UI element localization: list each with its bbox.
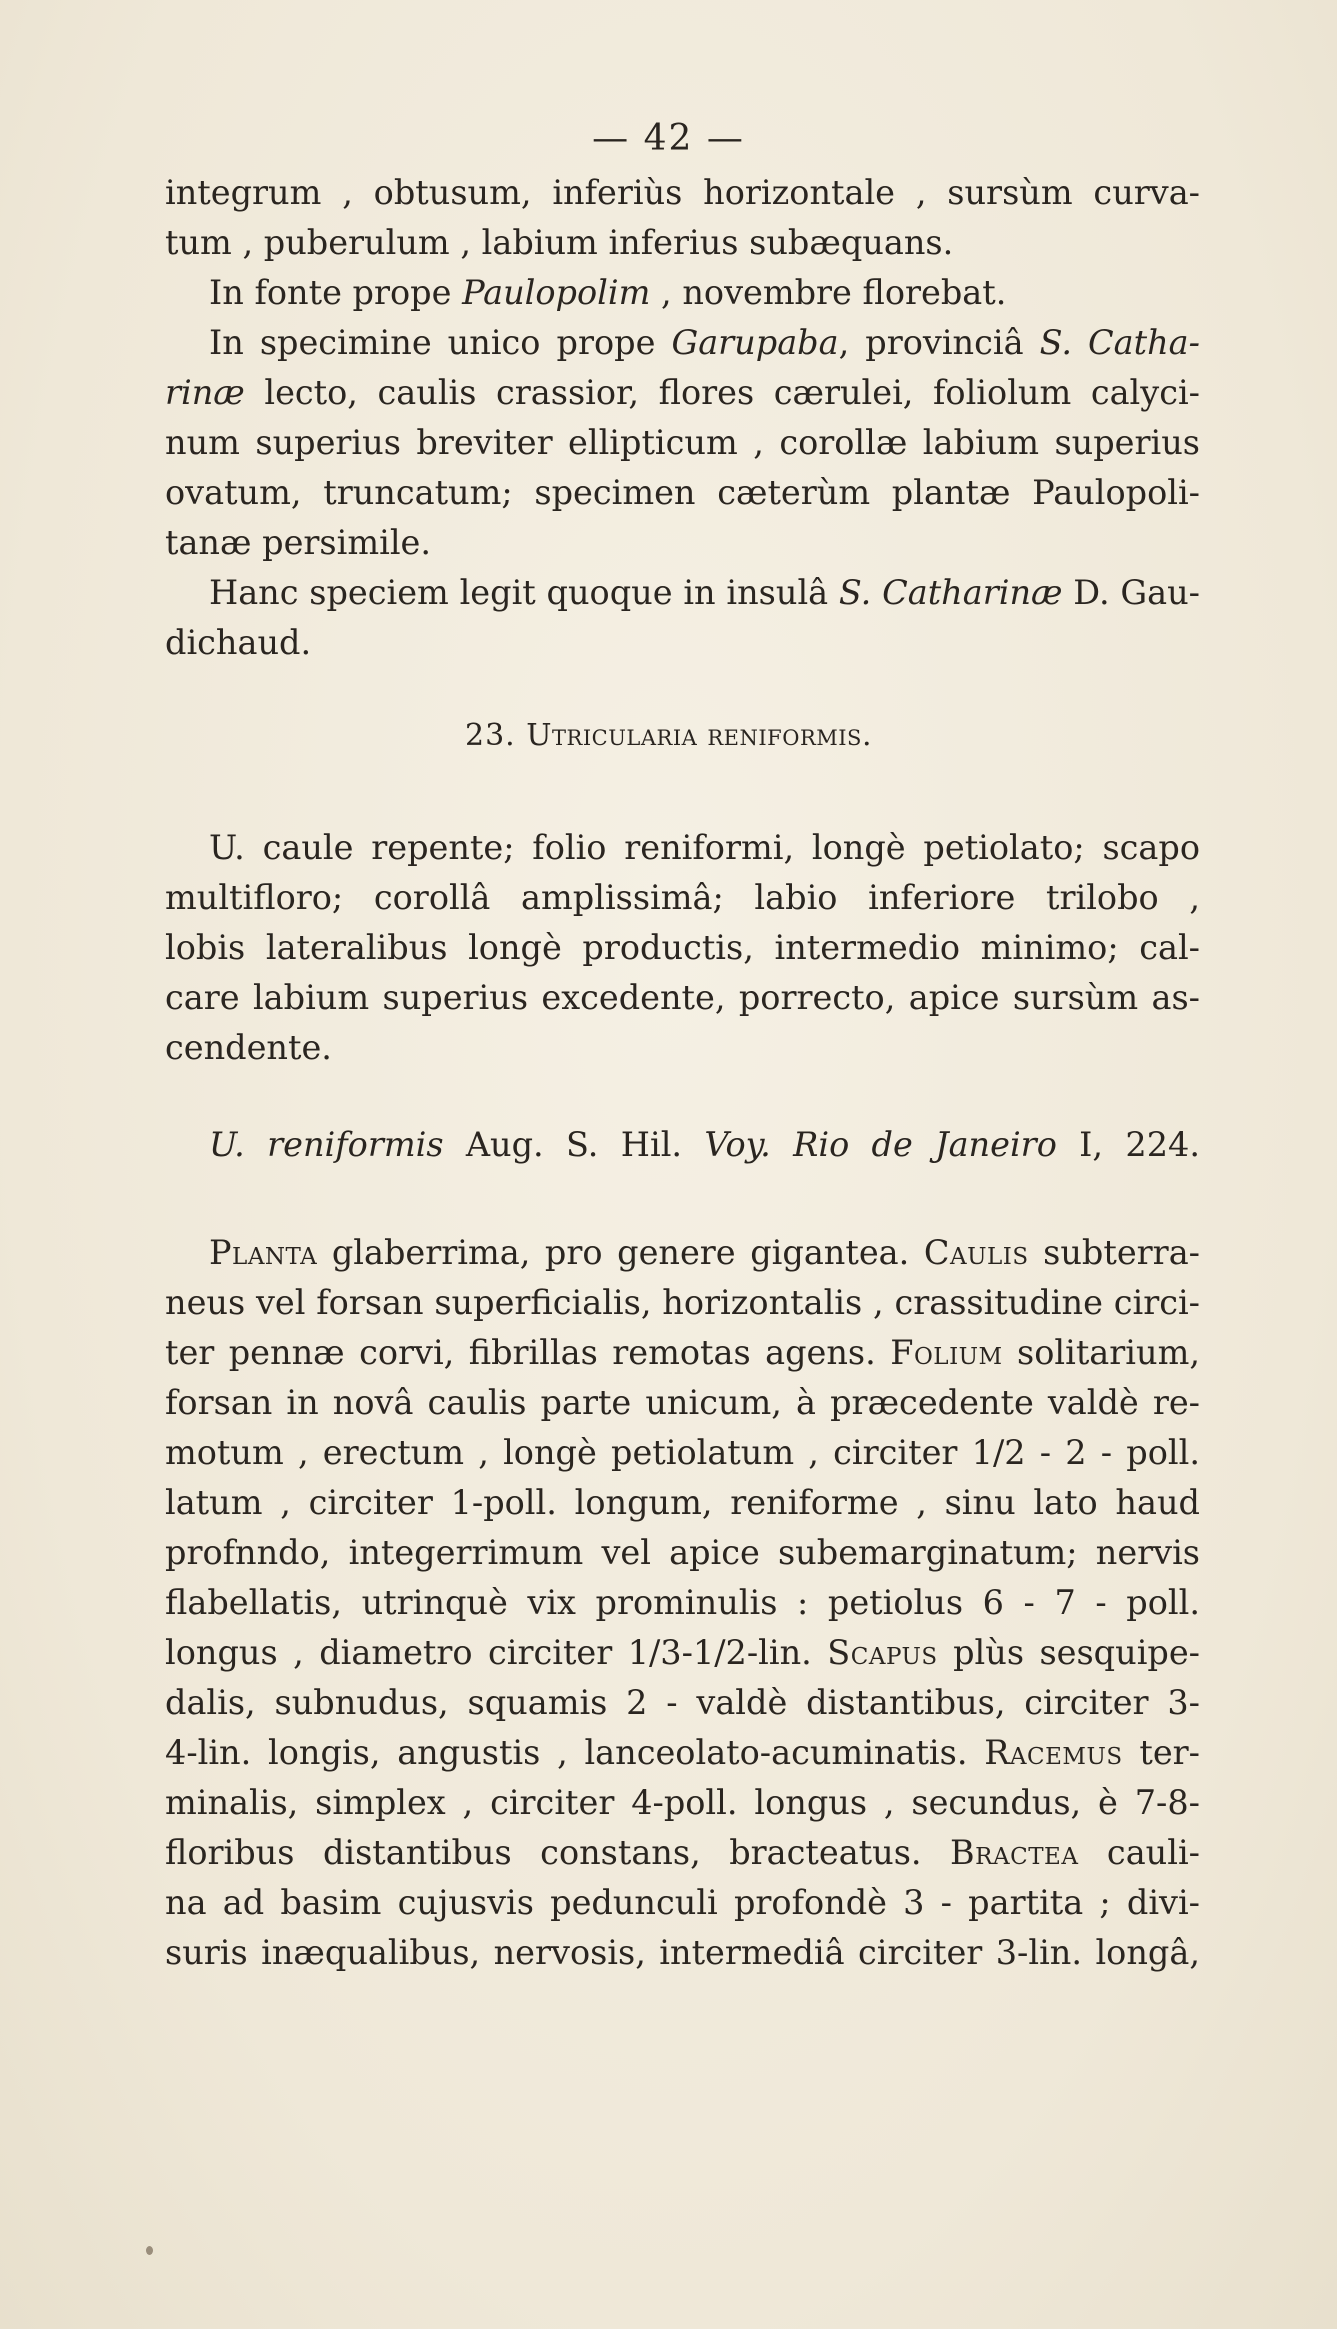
- text-line: dalis, subnudus, squamis 2 - valdè distantibus, circiter 3-: [165, 1683, 1200, 1722]
- description-paragraph: [165, 1228, 1200, 1978]
- text-line: U. caule repente; folio reniformi, longè petiolato; scapo: [209, 828, 1200, 867]
- text-line: suris inæqualibus, nervosis, intermediâ circiter 3-lin. longâ,: [165, 1933, 1200, 1972]
- text-line: tum , puberulum , labium inferius subæquans.: [165, 223, 954, 262]
- text-line: motum , erectum , longè petiolatum , circiter 1/2 - 2 - poll.: [165, 1433, 1200, 1472]
- text-line: rinæ lecto, caulis crassior, flores cærulei, foliolum calyci-: [165, 373, 1200, 412]
- synonym-reference: U. reniformis Aug. S. Hil. Voy. Rio de Janeiro I, 224.: [209, 1125, 1200, 1164]
- ink-smudge: [146, 2246, 153, 2255]
- text-line: minalis, simplex , circiter 4-poll. longus , secundus, è 7-8-: [165, 1783, 1200, 1822]
- text-line: flabellatis, utrinquè vix prominulis : petiolus 6 - 7 - poll.: [165, 1583, 1200, 1622]
- text-line: ter pennæ corvi, fibrillas remotas agens. Folium solitarium,: [165, 1333, 1200, 1372]
- text-line: Planta glaberrima, pro genere gigantea. Caulis subterra-: [209, 1233, 1200, 1272]
- text-line: ovatum, truncatum; specimen cæterùm plantæ Paulopoli-: [165, 473, 1200, 512]
- text-line: lobis lateralibus longè productis, intermedio minimo; cal-: [165, 928, 1200, 967]
- text-line: 4-lin. longis, angustis , lanceolato-acuminatis. Racemus ter-: [165, 1733, 1200, 1772]
- text-line: care labium superius excedente, porrecto, apice sursùm as-: [165, 978, 1200, 1017]
- page-number: — 42 —: [592, 118, 745, 159]
- continued-paragraph: [165, 168, 1200, 668]
- text-line: multifloro; corollâ amplissimâ; labio inferiore trilobo ,: [165, 878, 1200, 917]
- text-line: cendente.: [165, 1028, 332, 1067]
- text-line: neus vel forsan superficialis, horizontalis , crassitudine circi-: [165, 1283, 1200, 1322]
- text-line: forsan in novâ caulis parte unicum, à præcedente valdè re-: [165, 1383, 1200, 1422]
- text-line: na ad basim cujusvis pedunculi profondè 3 - partita ; divi-: [165, 1883, 1200, 1922]
- text-line: num superius breviter ellipticum , corollæ labium superius: [165, 423, 1200, 462]
- text-line: floribus distantibus constans, bracteatus. Bractea cauli-: [165, 1833, 1200, 1872]
- text-line: latum , circiter 1-poll. longum, reniforme , sinu lato haud: [165, 1483, 1200, 1522]
- text-line: In fonte prope Paulopolim , novembre florebat.: [209, 273, 1007, 312]
- text-line: In specimine unico prope Garupaba, provinciâ S. Catha-: [209, 323, 1200, 362]
- diagnosis-paragraph: [165, 823, 1200, 1073]
- text-line: profnndo, integerrimum vel apice subemarginatum; nervis: [165, 1533, 1200, 1572]
- text-line: Hanc speciem legit quoque in insulâ S. Catharinæ D. Gau-: [209, 573, 1201, 612]
- species-heading: 23. Utricularia reniformis.: [465, 718, 872, 753]
- text-line: tanæ persimile.: [165, 523, 432, 562]
- text-line: dichaud.: [165, 623, 312, 662]
- text-line: longus , diametro circiter 1/3-1/2-lin. Scapus plùs sesquipe-: [165, 1633, 1200, 1672]
- text-line: integrum , obtusum, inferiùs horizontale , sursùm curva-: [165, 173, 1200, 212]
